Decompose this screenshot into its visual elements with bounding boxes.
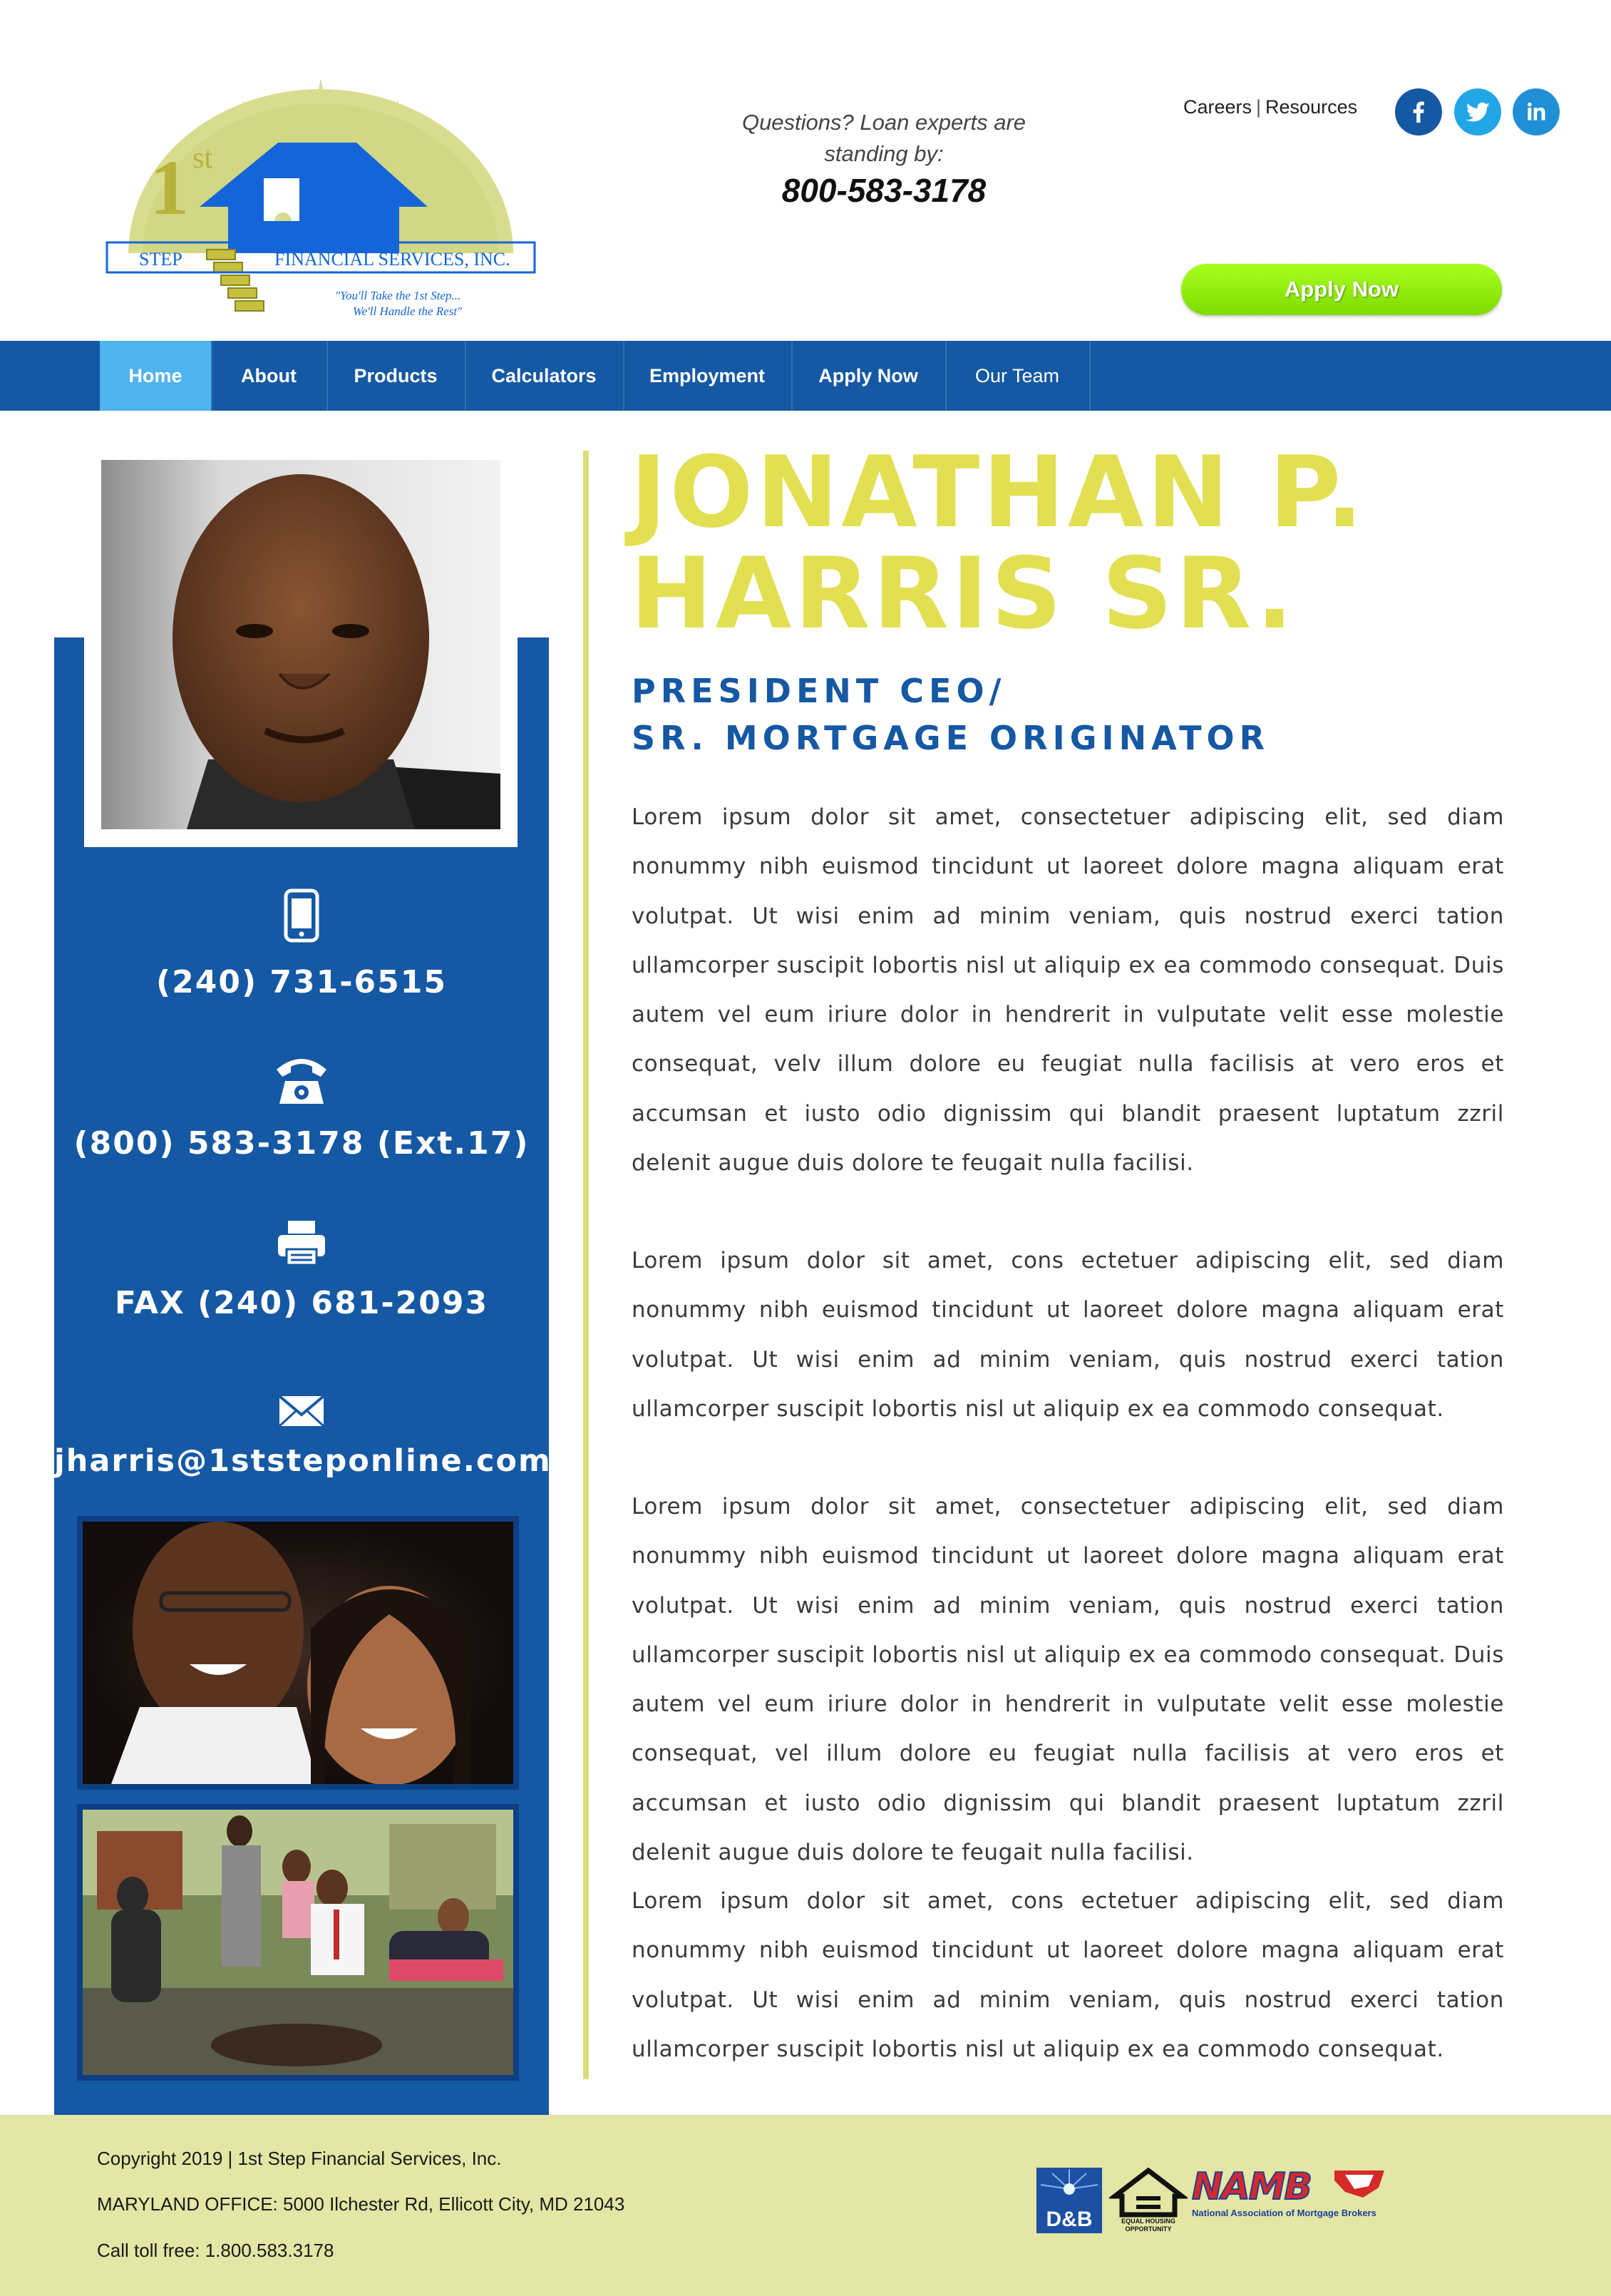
person-title bbox=[632, 667, 1558, 762]
family-group-photo bbox=[77, 1804, 519, 2081]
nav-employment[interactable]: Employment bbox=[623, 341, 793, 411]
svg-text:National Association of Mortga: National Association of Mortgage Brokers bbox=[1192, 2208, 1376, 2218]
bio-paragraph-2: Lorem ipsum dolor sit amet, cons ectetuer adipiscing elit, sed diam nonummy nibh euismod tincidunt ut laoreet dolore magna aliquam erat volutpat. Ut wisi enim ad minim veniam, quis nostrud exerci tation ullamcorper suscipit lobortis nisl ut aliquip ex ea commodo consequat. bbox=[632, 1248, 1504, 1422]
mobile-phone-icon bbox=[54, 888, 549, 943]
bio-paragraph-4: Lorem ipsum dolor sit amet, cons ectetuer adipiscing elit, sed diam nonummy nibh euismod tincidunt ut laoreet dolore magna aliquam erat volutpat. Ut wisi enim ad minim veniam, quis nostrud exerci tation ullamcorper suscipit lobortis nisl ut aliquip ex ea commodo consequat. bbox=[632, 1888, 1504, 2062]
resources-link[interactable]: Resources bbox=[1265, 96, 1358, 118]
nav-apply-now[interactable]: Apply Now bbox=[791, 341, 947, 411]
namb-text: NAMB bbox=[1192, 2166, 1312, 2208]
bio-paragraph-3: Lorem ipsum dolor sit amet, consectetuer adipiscing elit, sed diam nonummy nibh euismod tincidunt ut laoreet dolore magna aliquam erat volutpat. Ut wisi enim ad minim veniam, quis nostrud exerci tation ullamcorper suscipit lobortis nisl ut aliquip ex ea commodo consequat. Duis autem vel eum iriure dolor in hendrerit in vulputate velit esse molestie consequat, vel illum dolore eu feugiat nulla facilisis at vero eros et accumsan et iusto odio dignissim qui blandit praesent luptatum zzril delenit augue duis dolore te feugait nulla facilisi. bbox=[632, 1494, 1504, 1866]
top-links bbox=[1183, 96, 1357, 118]
svg-text:We'll Handle the Rest": We'll Handle the Rest" bbox=[353, 304, 463, 318]
link-separator: | bbox=[1256, 96, 1262, 118]
bio-paragraph-1: Lorem ipsum dolor sit amet, consectetuer adipiscing elit, sed diam nonummy nibh euismod tincidunt ut laoreet dolore magna aliquam erat volutpat. Ut wisi enim ad minim veniam, quis nostrud exerci tation ullamcorper suscipit lobortis nisl ut aliquip ex ea commodo consequat. Duis autem vel eum iriure dolor in hendrerit in vulputate velit esse molestie consequat, velv illum dolore eu feugiat nulla facilisis at vero eros et accumsan et iusto odio dignissim qui blandit praesent luptatum zzril delenit augue duis dolore te feugait nulla facilisi. bbox=[632, 804, 1504, 1177]
dnb-badge bbox=[1036, 2168, 1102, 2233]
nav-about[interactable]: About bbox=[211, 341, 328, 411]
fax-icon bbox=[54, 1219, 549, 1266]
twitter-icon[interactable] bbox=[1454, 88, 1501, 135]
header-phone[interactable]: 800-583-3178 bbox=[781, 172, 987, 209]
nav-home[interactable]: Home bbox=[100, 341, 212, 411]
linkedin-icon[interactable] bbox=[1513, 88, 1560, 135]
nav-products[interactable]: Products bbox=[326, 341, 466, 411]
person-name bbox=[630, 435, 1557, 651]
email-address[interactable]: jharris@1ststeponline.com bbox=[54, 1443, 552, 1479]
name-line-1: JONATHAN P. bbox=[630, 435, 1366, 550]
main-nav bbox=[0, 341, 1611, 411]
svg-text:st: st bbox=[192, 142, 213, 175]
nav-our-team[interactable]: Our Team bbox=[945, 341, 1091, 411]
nav-calculators[interactable]: Calculators bbox=[465, 341, 624, 411]
svg-text:FINANCIAL SERVICES, INC.: FINANCIAL SERVICES, INC. bbox=[274, 249, 510, 270]
facebook-icon[interactable] bbox=[1395, 88, 1442, 135]
fax-number: FAX (240) 681-2093 bbox=[114, 1285, 489, 1321]
footer-office-address: MARYLAND OFFICE: 5000 Ilchester Rd, Ellicott City, MD 21043 bbox=[97, 2193, 625, 2215]
title-line-2: SR. MORTGAGE ORIGINATOR bbox=[632, 719, 1270, 757]
mobile-number[interactable]: (240) 731-6515 bbox=[156, 964, 447, 1000]
name-line-2: HARRIS SR. bbox=[630, 536, 1297, 651]
svg-text:OPPORTUNITY: OPPORTUNITY bbox=[1125, 2225, 1172, 2233]
telephone-icon bbox=[54, 1052, 549, 1105]
careers-link[interactable]: Careers bbox=[1183, 96, 1252, 118]
svg-text:"You'll Take the 1st Step...: "You'll Take the 1st Step... bbox=[335, 289, 461, 302]
email-icon bbox=[54, 1395, 549, 1428]
namb-badge bbox=[1192, 2166, 1389, 2223]
dnb-text: D&B bbox=[1046, 2208, 1093, 2231]
svg-text:STEP: STEP bbox=[139, 249, 182, 270]
title-line-1: PRESIDENT CEO/ bbox=[632, 672, 1007, 710]
equal-housing-badge bbox=[1109, 2168, 1188, 2233]
column-divider bbox=[583, 451, 589, 2079]
couple-photo bbox=[77, 1516, 519, 1790]
apply-now-button[interactable]: Apply Now bbox=[1181, 264, 1502, 315]
questions-text: Questions? Loan experts are standing by: bbox=[741, 110, 1026, 166]
company-logo[interactable] bbox=[100, 71, 542, 335]
svg-text:EQUAL HOUSING: EQUAL HOUSING bbox=[1121, 2218, 1175, 2225]
headshot-photo bbox=[101, 460, 500, 829]
logo-1st-text: 1 bbox=[150, 144, 189, 231]
office-number[interactable]: (800) 583-3178 (Ext.17) bbox=[73, 1125, 530, 1162]
footer-toll-free[interactable]: Call toll free: 1.800.583.3178 bbox=[97, 2240, 334, 2261]
footer-copyright: Copyright 2019 | 1st Step Financial Services, Inc. bbox=[97, 2148, 502, 2169]
